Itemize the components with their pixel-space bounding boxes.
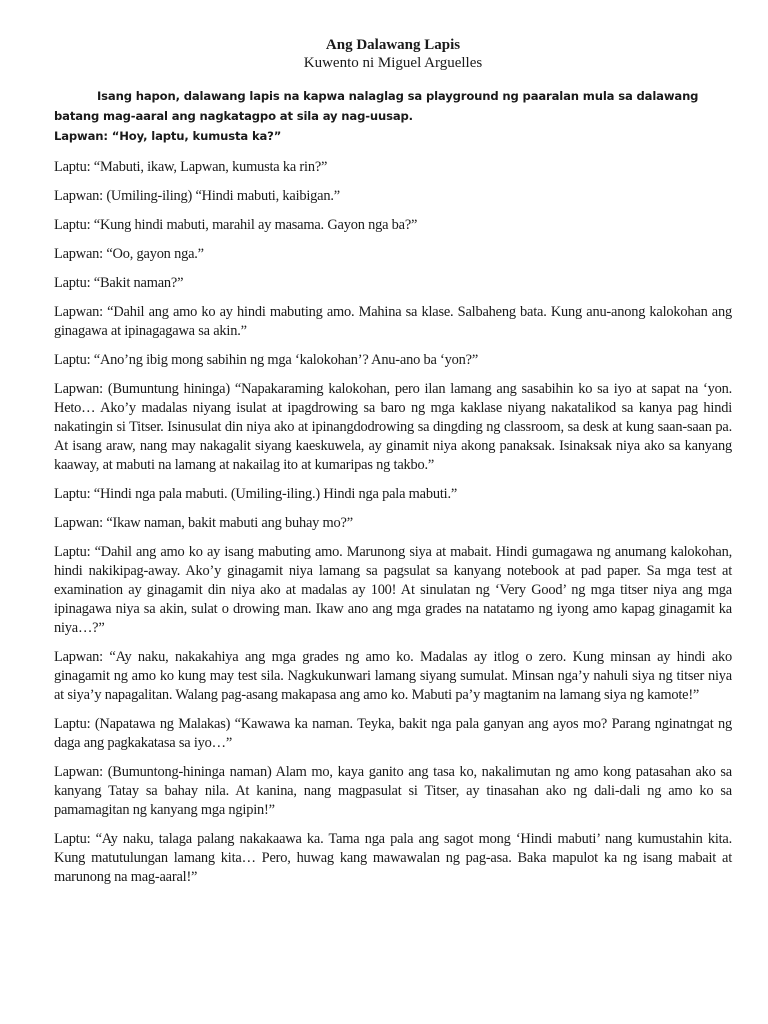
dialogue-line: Lapwan: (Bumuntung hininga) “Napakaraming kalokohan, pero ilan lamang ang sasabihin ko sa iyo at sapat na ‘yon. Heto… Ako’y madalas niyang isulat at ipagdrowing sa baro ng mga kaklase niyang nakatalikod sa kanya pag hindi nakatingin si Titser. Isinusulat din niya ako at ipinangdodrowing sa dingding ng classroom, sa desk at kung saan-saan pa. At isang araw, nang may nakagalit siyang kaeskuwela, ay ginamit niya akong panaksak. Isinaksak niya ako sa kanyang kaaway, at mabuti na lamang at nakailag ito at kumaripas ng takbo.” [54, 381, 732, 473]
dialogue-line: Laptu: “Ay naku, talaga palang nakakaawa ka. Tama nga pala ang sagot mong ‘Hindi mabuti’ nang kumustahin kita. Kung matutulungan lamang kita… Pero, huwag kang mawawalan ng pag-asa. Baka mapulot ka ng isang mabait at marunong na mag-aaral!” [54, 831, 732, 885]
dialogue-line: Lapwan: (Umiling-iling) “Hindi mabuti, kaibigan.” [54, 188, 340, 204]
dialogue-line: Laptu: “Dahil ang amo ko ay isang mabuting amo. Marunong siya at mabait. Hindi gumagawa ng anumang kalokohan, hindi nakikipag-away. Ako’y ginagamit niya lamang sa pagsulat sa kanyang notebook at pad paper. Sa mga test at examination ay ginagamit din niya ako at madalas ay 100! At sinulatan ng ‘Very Good’ ng mga titser niya ang mga ipinagawa niya sa akin, sulat o drowing man. Ikaw ano ang mga grades na natatamo ng iyong amo kapag ginagamit ka niya…?” [54, 544, 732, 636]
dialogue-line: Laptu: (Napatawa ng Malakas) “Kawawa ka naman. Teyka, bakit nga pala ganyan ang ayos mo? Parang nginatngat ng daga ang pagkakatasa sa iyo…” [54, 716, 732, 751]
dialogue-line: Lapwan: “Oo, gayon nga.” [54, 246, 204, 262]
dialogue-list [54, 158, 732, 887]
intro-paragraph: Isang hapon, dalawang lapis na kapwa nalaglag sa playground ng paaralan mula sa dalawang batang mag-aaral ang nagkatagpo at sila ay nag-uusap. [54, 89, 699, 123]
opening-dialogue-line: Lapwan: “Hoy, laptu, kumusta ka?” [54, 129, 282, 143]
dialogue-line: Lapwan: “Ikaw naman, bakit mabuti ang buhay mo?” [54, 515, 353, 531]
story-author: Kuwento ni Miguel Arguelles [303, 55, 483, 71]
story-title: Ang Dalawang Lapis [325, 37, 461, 53]
dialogue-line: Laptu: “Mabuti, ikaw, Lapwan, kumusta ka rin?” [54, 159, 328, 175]
dialogue-line: Laptu: “Kung hindi mabuti, marahil ay masama. Gayon nga ba?” [54, 217, 418, 233]
dialogue-line: Laptu: “Ano’ng ibig mong sabihin ng mga ‘kalokohan’? Anu-ano ba ‘yon?” [54, 352, 479, 368]
dialogue-line: Lapwan: “Dahil ang amo ko ay hindi mabuting amo. Mahina sa klase. Salbaheng bata. Kung anu-anong kalokohan ang ginagawa at ipinagagawa sa akin.” [54, 304, 732, 339]
dialogue-line: Lapwan: (Bumuntong-hininga naman) Alam mo, kaya ganito ang tasa ko, nakalimutan ng amo kong patasahan ako sa kanyang Tatay sa bahay nila. At kanina, nang magpasulat si Titser, ay tinasahan ako ng dali-dali ng amo ko sa pamamagitan ng kanyang mga ngipin!” [54, 764, 732, 818]
dialogue-line: Lapwan: “Ay naku, nakakahiya ang mga grades ng amo ko. Madalas ay itlog o zero. Kung minsan ay hindi ako ginagamit ng amo ko kung may test sila. Nagkukunwari lamang siyang sumulat. Minsan nga’y nahuli siya ng titser niya at siya’y napagalitan. Walang pag-asang makapasa ang amo ko. Mabuti pa’y magtanim na lamang siya ng kamote!” [54, 649, 732, 703]
dialogue-line: Laptu: “Hindi nga pala mabuti. (Umiling-iling.) Hindi nga pala mabuti.” [54, 486, 458, 502]
dialogue-line: Laptu: “Bakit naman?” [54, 275, 184, 291]
